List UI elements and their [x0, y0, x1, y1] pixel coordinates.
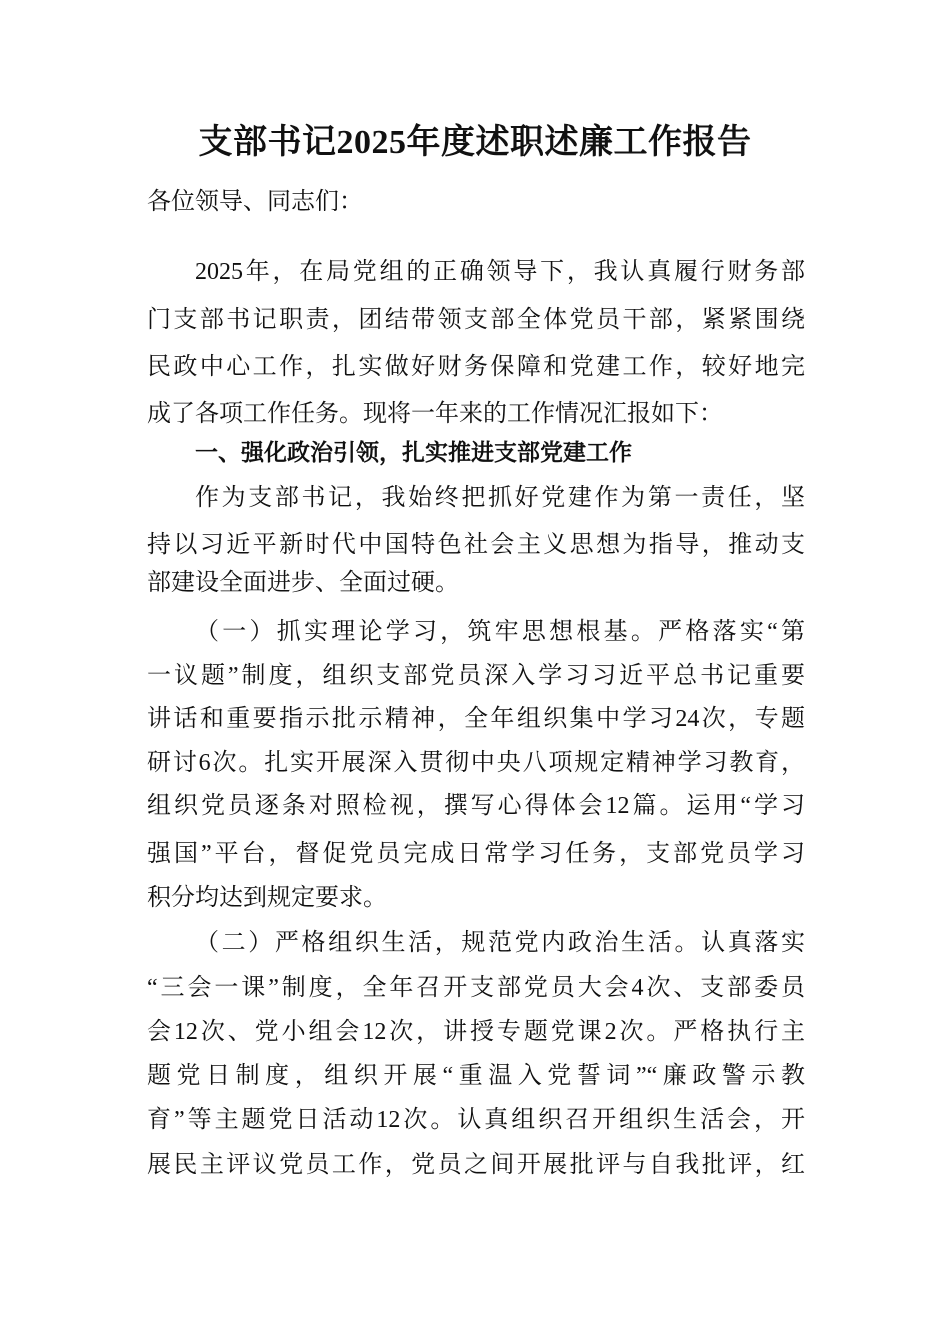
subsection-line: 强国”平台，督促党员完成日常学习任务，支部党员学习 [147, 841, 805, 867]
subsection-line: 研讨6次。扎实开展深入贯彻中央八项规定精神学习教育， [147, 750, 805, 776]
subsection-line: 一议题”制度，组织支部党员深入学习习近平总书记重要 [147, 663, 805, 689]
subsection-line: 题党日制度，组织开展“重温入党誓词”“廉政警示教 [147, 1063, 805, 1089]
subsection-line: 组织党员逐条对照检视，撰写心得体会12篇。运用“学习 [147, 793, 805, 819]
document-title: 支部书记2025年度述职述廉工作报告 [198, 124, 752, 161]
subsection-line: （一）抓实理论学习，筑牢思想根基。严格落实“第 [195, 619, 805, 645]
subsection-line: 展民主评议党员工作，党员之间开展批评与自我批评，红 [147, 1152, 805, 1178]
intro-line: 成了各项工作任务。现将一年来的工作情况汇报如下： [147, 401, 723, 427]
subsection-line: “三会一课”制度，全年召开支部党员大会4次、支部委员 [147, 975, 805, 1001]
section-line: 持以习近平新时代中国特色社会主义思想为指导，推动支 [147, 532, 805, 558]
intro-line: 门支部书记职责，团结带领支部全体党员干部，紧紧围绕 [147, 307, 805, 333]
subsection-line: 育”等主题党日活动12次。认真组织召开组织生活会，开 [147, 1107, 805, 1133]
intro-line: 民政中心工作，扎实做好财务保障和党建工作，较好地完 [147, 354, 805, 380]
section-line: 部建设全面进步、全面过硬。 [147, 570, 459, 596]
section-line: 作为支部书记，我始终把抓好党建作为第一责任，坚 [195, 485, 805, 511]
intro-line: 2025年，在局党组的正确领导下，我认真履行财务部 [195, 259, 805, 285]
salutation: 各位领导、同志们： [147, 189, 363, 215]
subsection-line: （二）严格组织生活，规范党内政治生活。认真落实 [195, 930, 805, 956]
subsection-line: 积分均达到规定要求。 [147, 885, 387, 911]
subsection-line: 会12次、党小组会12次，讲授专题党课2次。严格执行主 [147, 1019, 805, 1045]
section-heading: 一、强化政治引领，扎实推进支部党建工作 [195, 440, 632, 466]
subsection-line: 讲话和重要指示批示精神，全年组织集中学习24次，专题 [147, 706, 805, 732]
